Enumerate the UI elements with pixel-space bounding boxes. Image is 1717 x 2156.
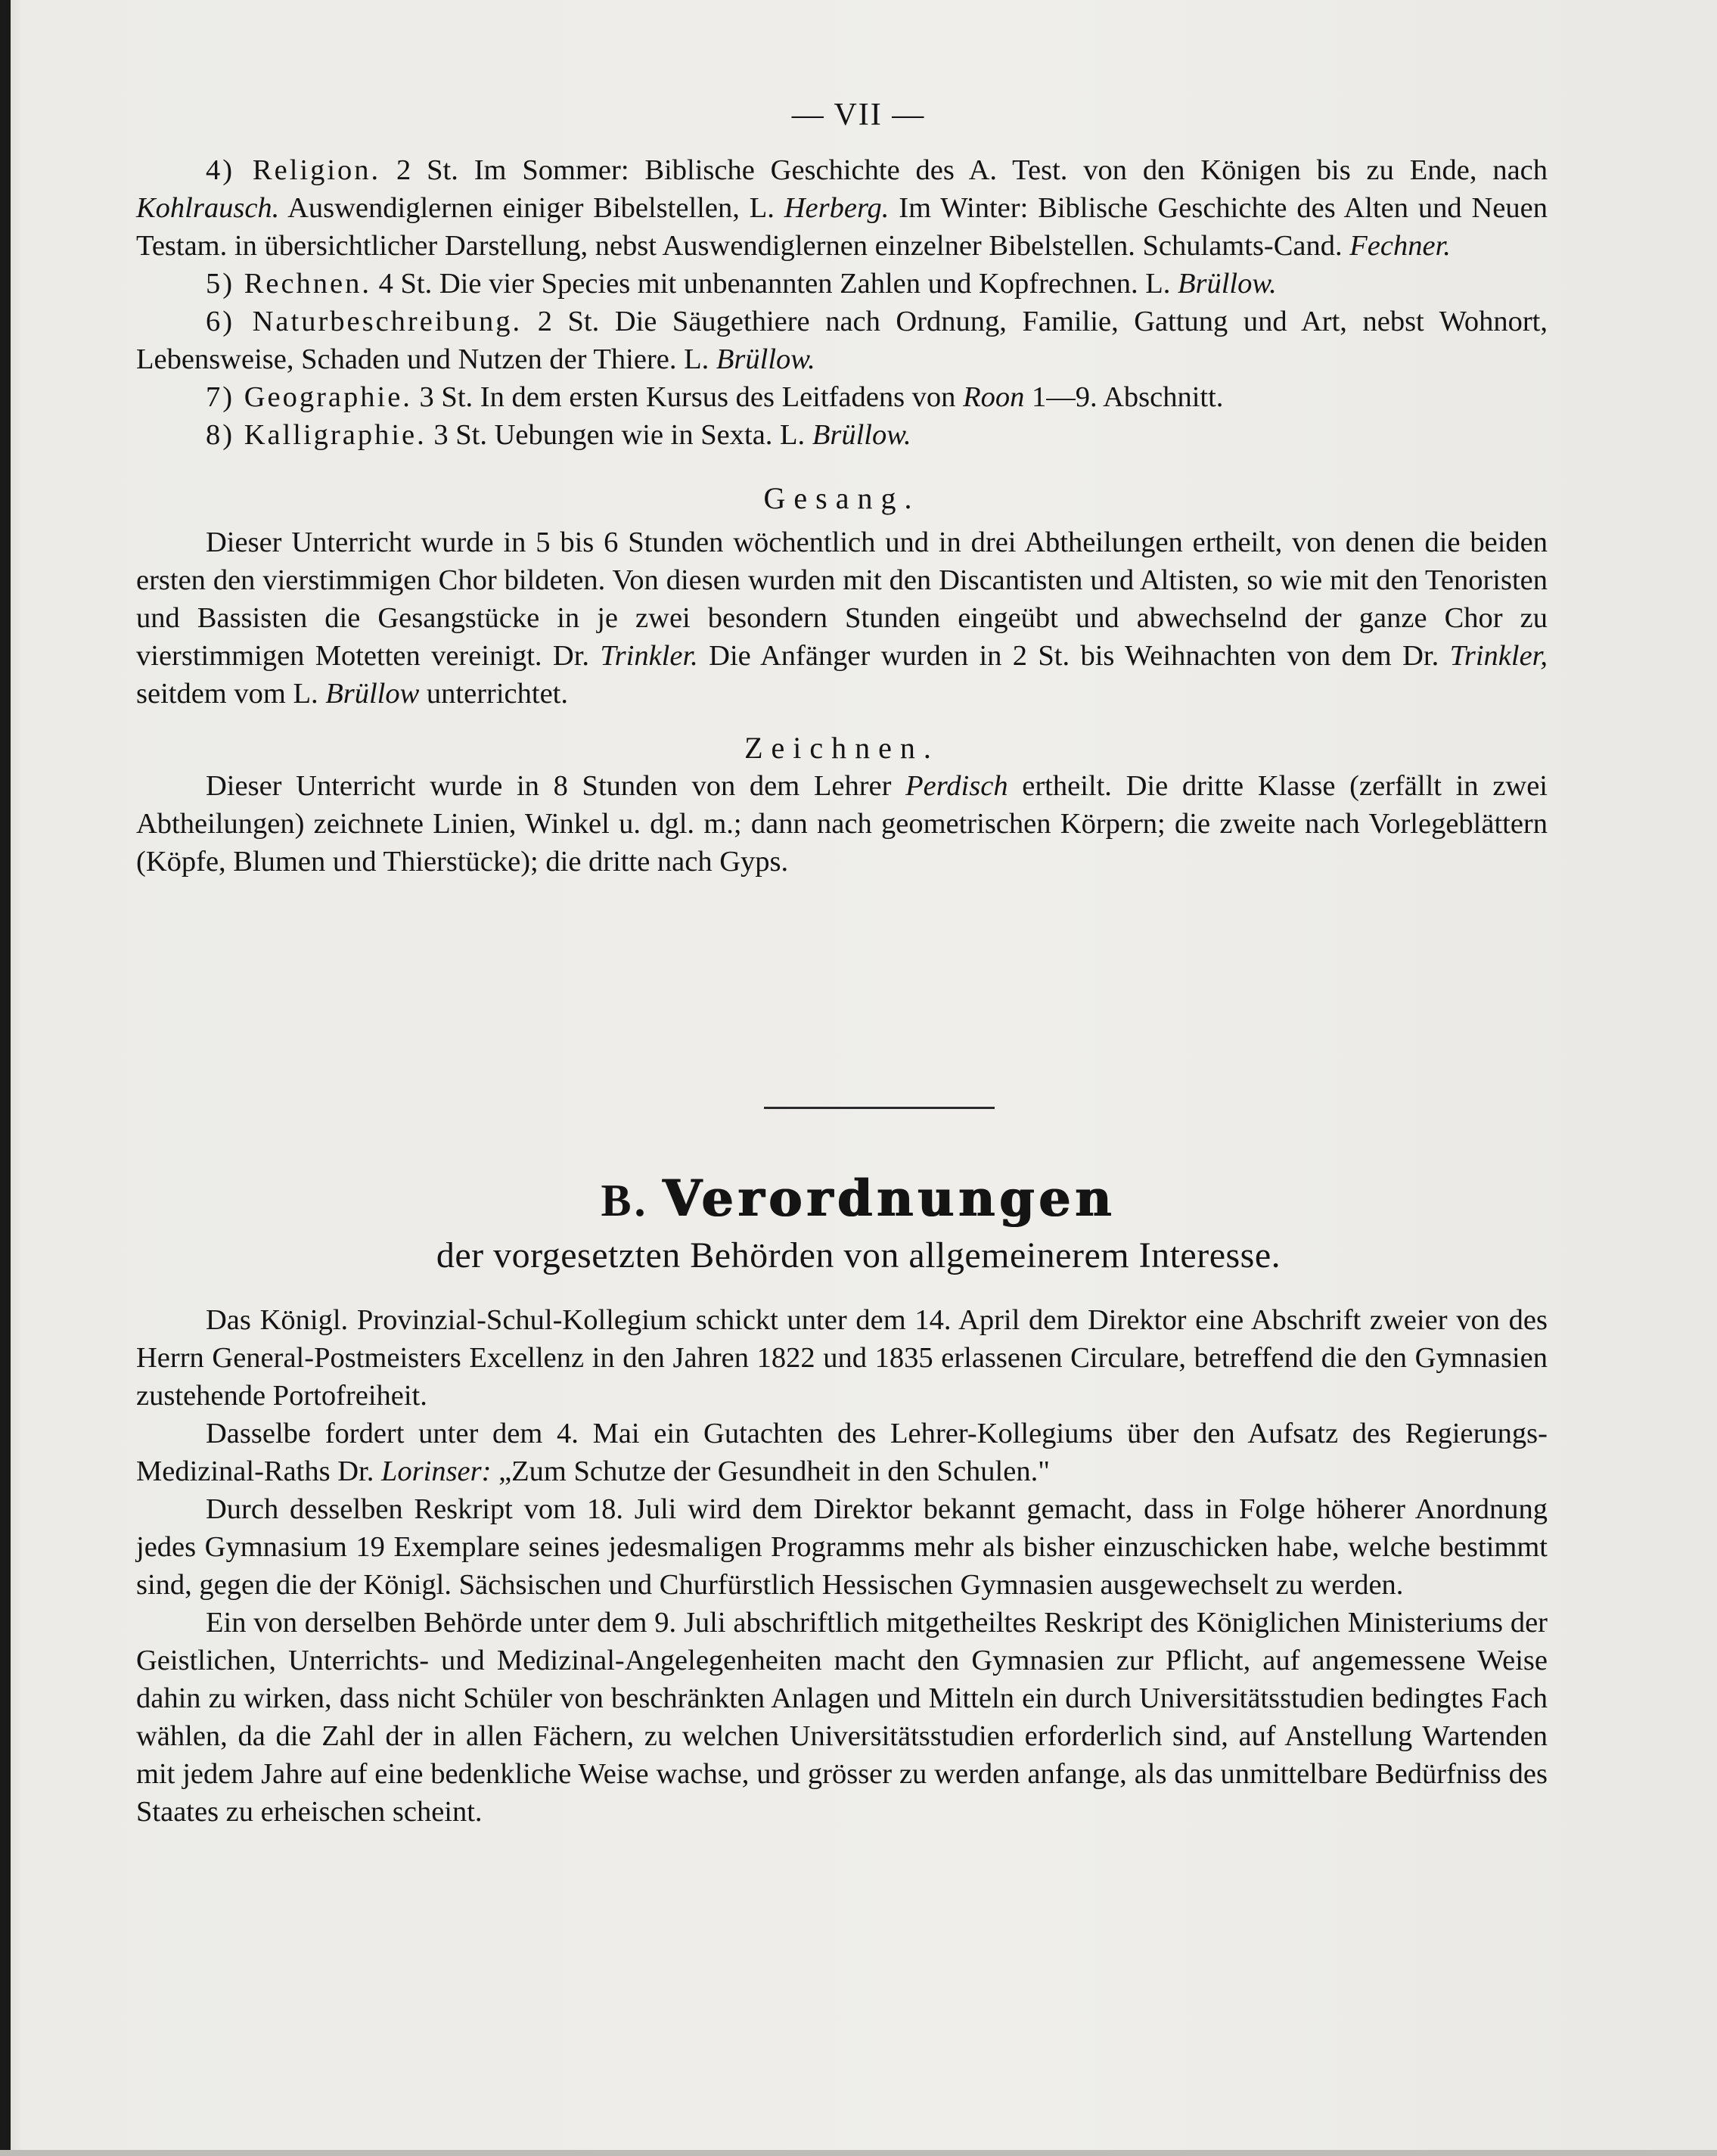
section-b-letter: B. — [601, 1176, 649, 1226]
paragraph-name: Trinkler. — [600, 640, 698, 672]
section-divider — [764, 1107, 995, 1109]
item-text: 2 St. Die Säugethiere nach Ordnung, Familie, Gattung und Art, nebst Wohnort, Lebensweise, Schaden und Nutzen der Thiere. L. — [136, 306, 1548, 375]
page-bottom-edge — [0, 2150, 1717, 2156]
paragraph-text: seitdem vom L. — [136, 678, 326, 710]
item-rechnen — [136, 265, 1548, 303]
item-text: Auswendiglernen einiger Bibelstellen, L. — [279, 192, 784, 224]
item-author: Herberg. — [784, 192, 890, 224]
heading-gesang: Gesang. — [763, 481, 921, 515]
item-author: Brüllow. — [812, 419, 911, 451]
paragraph-text: unterrichtet. — [419, 678, 568, 710]
item-text: 3 St. In dem ersten Kursus des Leitfadens von — [411, 381, 964, 413]
item-author: Brüllow. — [1177, 268, 1277, 300]
paragraph-name: Trinkler, — [1449, 640, 1548, 672]
item-label: 5) Rechnen. — [206, 268, 372, 300]
item-author: Fechner. — [1349, 230, 1451, 262]
item-label: 6) Naturbeschreibung. — [206, 306, 523, 337]
item-text: Im Winter: Biblische Geschichte des Alten und Neuen Testam. in übersichtlicher Darstellung, nebst Auswendiglernen einzelner Bibelstellen. Schulamts-Cand. — [136, 192, 1548, 262]
paragraph-text: „Zum Schutze der Gesundheit in den Schulen." — [491, 1455, 1050, 1487]
paragraph-text: Dieser Unterricht wurde in 5 bis 6 Stunden wöchentlich und in drei Abtheilungen ertheilt, von denen die beiden ersten den vierstimmigen Chor bildeten. Von diesen wurden mit den Discantisten und Altisten, so wie mit den Tenoristen und Bassisten die Gesangstücke in je zwei besondern Stunden eingeübt und abwechselnd der ganze Chor zu vierstimmigen Motetten vereinigt. Dr. — [136, 527, 1548, 672]
paragraph-zeichnen — [136, 767, 1548, 881]
item-text: 2 St. Im Sommer: Biblische Geschichte des A. Test. von den Königen bis zu Ende, nach — [380, 154, 1548, 186]
section-b-heading: Verordnungen — [663, 1169, 1116, 1228]
paragraph-reskript: Ein von derselben Behörde unter dem 9. Juli abschriftlich mitgetheiltes Reskript des Königlichen Ministeriums der Geistlichen, Unterrichts- und Medizinal-Angelegenheiten macht den Gymnasien zur Pflicht, auf angemessene Weise dahin zu wirken, dass nicht Schüler von beschränkten Anlagen und Mitteln ein durch Universitätsstudien bedingtes Fach wählen, da die Zahl der in allen Fächern, zu welchen Universitätsstudien erforderlich sind, auf Anstellung Wartenden mit jedem Jahre auf eine bedenkliche Weise wachse, und grösser zu werden anfange, als das unmittelbare Bedürfniss des Staates zu erheischen scheint. — [136, 1607, 1548, 1828]
item-author: Kohlrausch. — [136, 192, 280, 224]
item-label: 4) Religion. — [206, 154, 381, 186]
item-naturbeschreibung — [136, 303, 1548, 378]
page-binding-edge — [0, 0, 11, 2156]
paragraph-text: Dieser Unterricht wurde in 8 Stunden von dem Lehrer — [206, 770, 906, 802]
item-label: 7) Geographie. — [206, 381, 412, 413]
paragraph-name: Perdisch — [905, 770, 1008, 802]
item-religion — [136, 151, 1548, 265]
section-a-body — [136, 151, 1548, 881]
paragraph-programme: Durch desselben Reskript vom 18. Juli wird dem Direktor bekannt gemacht, dass in Folge höherer Anordnung jedes Gymnasium 19 Exemplare seines jedesmaligen Programms mehr als bisher einzuschicken habe, welche bestimmt sind, gegen die der Königl. Sächsischen und Churfürstlich Hessischen Gymnasien ausgewechselt zu werden. — [136, 1493, 1548, 1601]
item-author: Brüllow. — [716, 343, 815, 375]
item-kalligraphie — [136, 416, 1548, 454]
paragraph-portofreiheit: Das Königl. Provinzial-Schul-Kollegium schickt unter dem 14. April dem Direktor eine Abschrift zweier von des Herrn General-Postmeisters Excellenz in den Jahren 1822 und 1835 erlassenen Circulare, betreffend die den Gymnasien zustehende Portofreiheit. — [136, 1304, 1548, 1412]
paragraph-name: Brüllow — [325, 678, 420, 710]
paragraph-gutachten — [136, 1415, 1548, 1490]
paragraph-gesang — [136, 523, 1548, 713]
paragraph-text: Dasselbe fordert unter dem 4. Mai ein Gutachten des Lehrer-Kollegiums über den Aufsatz des Regierungs-Medizinal-Raths Dr. — [136, 1418, 1548, 1487]
paragraph-text: ertheilt. Die dritte Klasse (zerfällt in zwei Abtheilungen) zeichnete Linien, Winkel u. dgl. m.; dann nach geometrischen Körpern; die zweite nach Vorlegeblättern (Köpfe, Blumen und Thierstücke); die dritte nach Gyps. — [136, 770, 1548, 878]
item-label: 8) Kalligraphie. — [206, 419, 427, 451]
item-author: Roon — [963, 381, 1025, 413]
paragraph-name: Lorinser: — [380, 1455, 492, 1487]
paragraph-text: Die Anfänger wurden in 2 St. bis Weihnachten von dem Dr. — [697, 640, 1450, 672]
heading-zeichnen: Zeichnen. — [744, 731, 939, 765]
section-b-subtitle: der vorgesetzten Behörden von allgemeinerem Interesse. — [436, 1235, 1281, 1275]
page-number: — VII — — [791, 98, 926, 132]
item-text: 3 St. Uebungen wie in Sexta. L. — [426, 419, 812, 451]
item-geographie — [136, 378, 1548, 416]
item-text: 4 St. Die vier Species mit unbenannten Zahlen und Kopfrechnen. L. — [371, 268, 1178, 300]
item-text: 1—9. Abschnitt. — [1024, 381, 1224, 413]
section-b-title — [0, 1169, 1717, 1228]
section-b-body — [136, 1301, 1548, 1831]
